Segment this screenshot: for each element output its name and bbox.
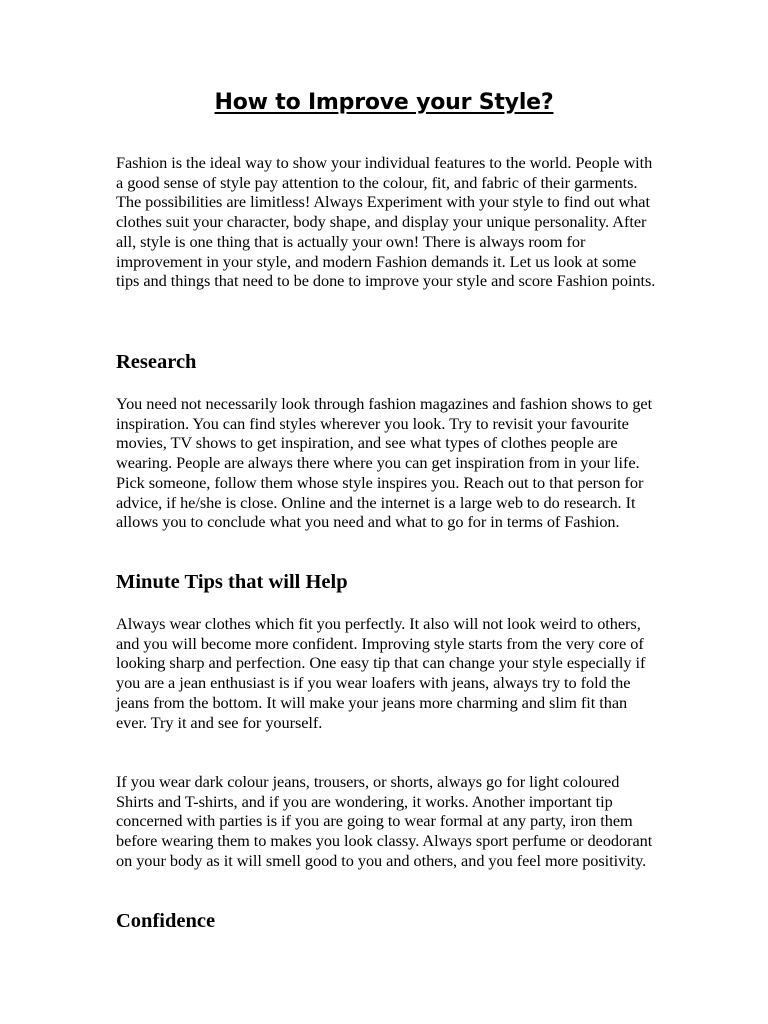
section-heading-confidence: Confidence [116,910,216,932]
research-paragraph: You need not necessarily look through fashion magazines and fashion shows to get inspiration. You can find styles wherever you look. Try to revisit your favourite movies, TV shows to get inspiration, and see what types of clothes people are wearing. People are always there where you can get inspiration from in your life. Pick someone, follow them whose style inspires you. Reach out to that person for advice, if he/she is close. Online and the internet is a large web to do research. It allows you to conclude what you need and what to go for in terms of Fashion. [116,394,653,532]
tips-paragraph-2: If you wear dark colour jeans, trousers, or shorts, always go for light coloured Shirts and T-shirts, and if you are wondering, it works. Another important tip concerned with parties is if you are going to wear formal at any party, iron them before wearing them to makes you look classy. Always sport perfume or deodorant on your body as it will smell good to you and others, and you feel more positivity. [116,772,653,870]
intro-paragraph: Fashion is the ideal way to show your individual features to the world. People with a good sense of style pay attention to the colour, fit, and fabric of their garments. The possibilities are limitless! Always Experiment with your style to find out what clothes suit your character, body shape, and display your unique personality. After all, style is one thing that is actually your own! There is always room for improvement in your style, and modern Fashion demands it. Let us look at some tips and things that need to be done to improve your style and score Fashion points. [116,153,656,291]
document-title: How to Improve your Style? [214,90,554,115]
tips-paragraph-1: Always wear clothes which fit you perfectly. It also will not look weird to others, and you will become more confident. Improving style starts from the very core of looking sharp and perfection. One easy tip that can change your style especially if you are a jean enthusiast is if you wear loafers with jeans, always try to fold the jeans from the bottom. It will make your jeans more charming and slim fit than ever. Try it and see for yourself. [116,614,646,732]
section-heading-tips: Minute Tips that will Help [116,571,348,593]
section-heading-research: Research [116,351,197,373]
